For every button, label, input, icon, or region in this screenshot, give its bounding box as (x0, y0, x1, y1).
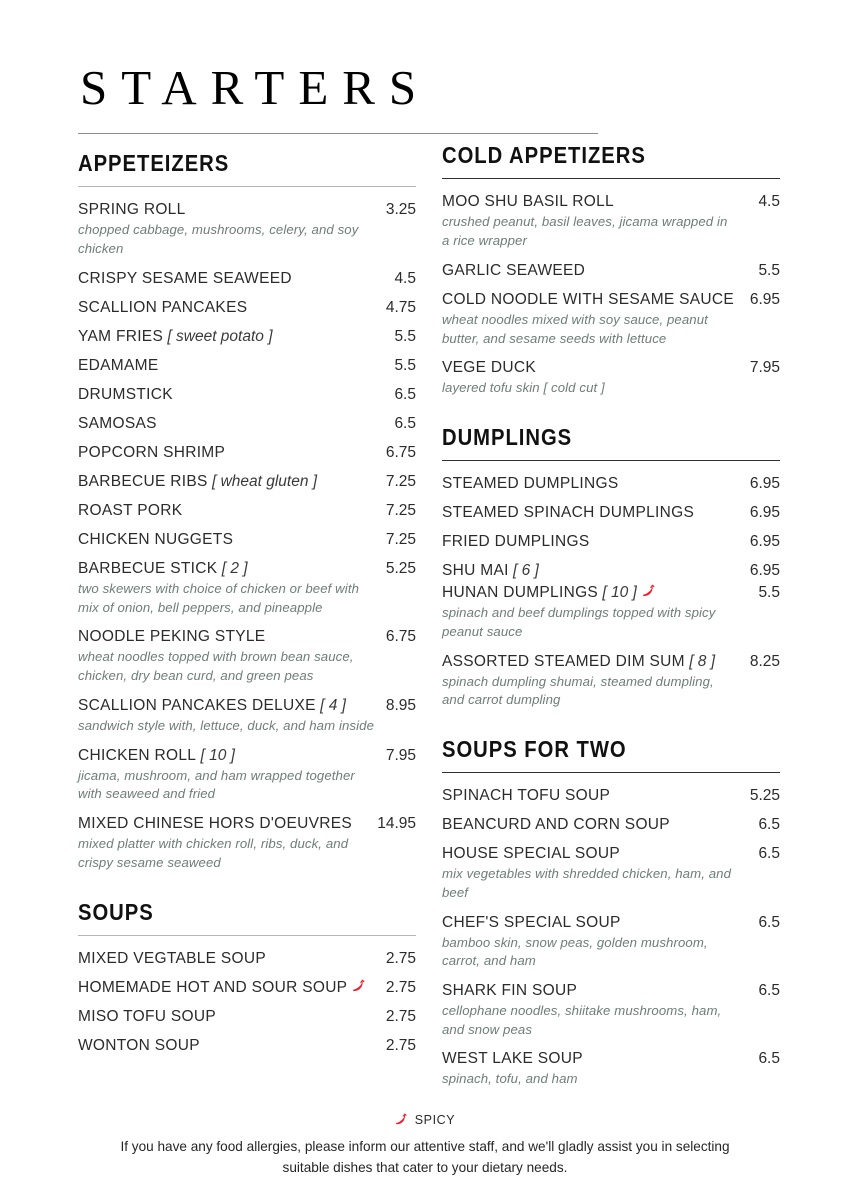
menu-item (442, 787, 780, 805)
menu-item-description: spinach and beef dumplings topped with spicy peanut sauce (442, 605, 716, 639)
menu-item-qualifier: [ sweet potato ] (163, 327, 273, 345)
menu-item-name: MIXED VEGTABLE SOUP (78, 949, 267, 967)
allergy-note: If you have any food allergies, please inform our attentive staff, and we'll gladly assist you in selecting suitable dishes that cater to your dietary needs. (120, 1139, 730, 1175)
menu-item (78, 560, 416, 617)
menu-item-qualifier: [ 4 ] (315, 696, 346, 714)
menu-item-price: 5.25 (385, 559, 416, 577)
menu-item-price: 6.95 (749, 562, 780, 580)
menu-item-name: HOMEMADE HOT AND SOUR SOUP (78, 979, 367, 997)
menu-masthead (78, 0, 772, 134)
menu-item-price: 6.5 (758, 1050, 780, 1068)
menu-item-description: sandwich style with, lettuce, duck, and ham inside (78, 717, 375, 733)
menu-item (442, 504, 780, 522)
menu-item-name: DRUMSTICK (78, 385, 173, 403)
menu-item-description: bamboo skin, snow peas, golden mushroom, carrot, and ham (442, 934, 708, 969)
menu-item-name: STEAMED DUMPLINGS (442, 475, 619, 493)
menu-item-price: 6.5 (758, 981, 780, 999)
menu-item-price: 2.75 (385, 1036, 416, 1054)
menu-item-row (442, 845, 780, 863)
menu-item (442, 982, 780, 1039)
menu-item-name: WONTON SOUP (78, 1036, 200, 1054)
menu-item-price: 5.5 (758, 584, 780, 602)
menu-item-name: HUNAN DUMPLINGS [ 10 ] (442, 584, 657, 602)
title-divider (78, 133, 598, 134)
menu-item-price: 7.25 (385, 501, 416, 519)
menu-item-row (78, 531, 416, 549)
menu-item (78, 697, 416, 736)
section-divider (78, 186, 416, 187)
menu-item (78, 1008, 416, 1026)
menu-item (442, 291, 780, 348)
menu-item-qualifier: [ 2 ] (217, 559, 248, 577)
menu-item (442, 262, 780, 280)
menu-item (442, 653, 780, 710)
menu-columns (78, 142, 780, 1100)
menu-item-price: 6.5 (758, 913, 780, 931)
menu-item-price: 7.25 (385, 530, 416, 548)
menu-item (78, 950, 416, 968)
menu-item-row (442, 787, 780, 805)
menu-item-row (78, 560, 416, 578)
menu-item (442, 533, 780, 551)
menu-item-row (442, 475, 780, 493)
menu-item (442, 562, 780, 580)
right-column (442, 142, 780, 1100)
menu-item-row (442, 982, 780, 1000)
menu-item (78, 415, 416, 433)
menu-item-name: POPCORN SHRIMP (78, 443, 226, 461)
section-divider (78, 935, 416, 936)
menu-item-row (442, 816, 780, 834)
menu-item-price: 6.5 (394, 414, 416, 432)
section-heading: DUMPLINGS (442, 424, 573, 451)
menu-item-row (78, 357, 416, 375)
menu-item-price: 7.95 (385, 746, 416, 764)
menu-item (78, 444, 416, 462)
menu-section (442, 142, 780, 398)
section-heading: SOUPS FOR TWO (442, 736, 627, 763)
menu-item-price: 5.25 (749, 787, 780, 805)
menu-item (78, 201, 416, 258)
menu-item-description: wheat noodles mixed with soy sauce, peanut butter, and sesame seeds with lettuce (442, 311, 708, 346)
menu-item-price: 2.75 (385, 949, 416, 967)
menu-item-description: jicama, mushroom, and ham wrapped together with seaweed and fried (78, 767, 355, 802)
menu-item (442, 359, 780, 398)
menu-item-name: SHARK FIN SOUP (442, 981, 578, 999)
menu-item-row (78, 328, 416, 346)
menu-item-row (442, 359, 780, 377)
menu-item-description: chopped cabbage, mushrooms, celery, and soy chicken (78, 222, 359, 257)
menu-item-price: 6.5 (758, 845, 780, 863)
menu-item-name: WEST LAKE SOUP (442, 1050, 583, 1068)
menu-item-row (78, 979, 416, 997)
menu-item (78, 299, 416, 317)
section-heading: APPETEIZERS (78, 150, 230, 177)
menu-item-name: MOO SHU BASIL ROLL (442, 193, 614, 211)
menu-item-row (442, 653, 780, 671)
menu-item-price: 5.5 (394, 356, 416, 374)
menu-item (78, 270, 416, 288)
menu-item-row (78, 386, 416, 404)
menu-item-price: 6.95 (749, 533, 780, 551)
section-items (442, 193, 780, 398)
menu-item-name: HOUSE SPECIAL SOUP (442, 845, 620, 863)
menu-item-name: BEANCURD AND CORN SOUP (442, 816, 670, 834)
menu-item-row (442, 193, 780, 211)
menu-item (78, 979, 416, 997)
menu-item-row (442, 291, 780, 309)
menu-item-description: layered tofu skin [ cold cut ] (442, 380, 605, 396)
section-divider (442, 772, 780, 773)
menu-item-price: 7.25 (385, 472, 416, 490)
menu-section (442, 736, 780, 1089)
menu-item-name: SPRING ROLL (78, 201, 186, 219)
menu-item-description: two skewers with choice of chicken or beef with mix of onion, bell peppers, and pineapple (78, 580, 360, 615)
menu-item (442, 914, 780, 971)
menu-item-description: mix vegetables with shredded chicken, ham, and beef (442, 866, 732, 900)
menu-item (78, 815, 416, 872)
menu-item-row (442, 1050, 780, 1068)
menu-item-name: GARLIC SEAWEED (442, 261, 586, 279)
menu-item (78, 328, 416, 346)
menu-item-row (78, 697, 416, 715)
section-heading: COLD APPETIZERS (442, 142, 646, 169)
menu-item-name: MISO TOFU SOUP (78, 1007, 216, 1025)
menu-item-name: ASSORTED STEAMED DIM SUM [ 8 ] (442, 652, 716, 670)
menu-item-price: 6.75 (385, 443, 416, 461)
menu-item-qualifier: [ 8 ] (684, 652, 716, 670)
menu-item-row (442, 914, 780, 932)
menu-item-name: SHU MAI [ 6 ] (442, 562, 539, 580)
section-divider (442, 178, 780, 179)
spicy-legend-label: SPICY (414, 1113, 456, 1128)
section-items (442, 475, 780, 710)
section-items (442, 787, 780, 1089)
section-heading: SOUPS (78, 898, 154, 925)
menu-item-name: EDAMAME (78, 356, 159, 374)
left-column (78, 150, 416, 1100)
menu-item-price: 7.95 (749, 359, 780, 377)
menu-item-row (78, 628, 416, 646)
menu-item-description: mixed platter with chicken roll, ribs, duck, and crispy sesame seaweed (78, 836, 349, 870)
menu-item-price: 4.75 (385, 298, 416, 316)
menu-item-name: BARBECUE STICK [ 2 ] (78, 559, 248, 577)
menu-item-description: cellophane noodles, shiitake mushrooms, ham, and snow peas (442, 1002, 722, 1037)
menu-item-name: CHICKEN ROLL [ 10 ] (78, 746, 235, 764)
menu-item-price: 4.5 (758, 193, 780, 211)
menu-item-description: crushed peanut, basil leaves, jicama wrapped in a rice wrapper (442, 214, 728, 249)
menu-item-row (78, 444, 416, 462)
menu-item-name: ROAST PORK (78, 501, 183, 519)
menu-item-qualifier: [ 10 ] (196, 746, 235, 764)
menu-item-row (78, 815, 416, 833)
menu-item-price: 14.95 (377, 815, 416, 833)
menu-item-description: wheat noodles topped with brown bean sauce, chicken, dry bean curd, and green peas (78, 649, 354, 684)
menu-item-qualifier: [ 10 ] (598, 584, 637, 602)
menu-item-price: 6.5 (394, 385, 416, 403)
menu-item-name: BARBECUE RIBS [ wheat gluten ] (78, 472, 318, 490)
menu-item (78, 747, 416, 804)
menu-item (78, 357, 416, 375)
menu-item-price: 8.95 (385, 696, 416, 714)
menu-item (78, 386, 416, 404)
menu-item-price: 5.5 (394, 327, 416, 345)
menu-item-row (442, 562, 780, 580)
menu-item-row (78, 473, 416, 491)
menu-item-price: 6.95 (749, 290, 780, 308)
menu-item-name: SCALLION PANCAKES DELUXE [ 4 ] (78, 696, 346, 714)
menu-footer (0, 1113, 850, 1178)
menu-item-price: 3.25 (385, 201, 416, 219)
menu-item-name: SCALLION PANCAKES (78, 298, 248, 316)
menu-section (78, 899, 416, 1055)
menu-item-row (78, 502, 416, 520)
menu-item-description: spinach, tofu, and ham (442, 1071, 578, 1087)
menu-item-name: CRISPY SESAME SEAWEED (78, 269, 292, 287)
menu-item-name: STEAMED SPINACH DUMPLINGS (442, 504, 695, 522)
chili-pepper-icon (642, 584, 657, 599)
menu-item-price: 4.5 (394, 269, 416, 287)
menu-item-row (78, 1008, 416, 1026)
menu-item-name: CHEF'S SPECIAL SOUP (442, 913, 621, 931)
menu-item-row (78, 201, 416, 219)
menu-item-row (78, 747, 416, 765)
menu-item-row (78, 950, 416, 968)
menu-item-description: spinach dumpling shumai, steamed dumpling, and carrot dumpling (442, 673, 714, 708)
menu-item-row (442, 504, 780, 522)
menu-item-row (442, 262, 780, 280)
menu-item-name: SAMOSAS (78, 414, 157, 432)
menu-item (78, 502, 416, 520)
menu-item-row (78, 415, 416, 433)
menu-item (442, 1050, 780, 1089)
menu-item-qualifier: [ 6 ] (508, 562, 539, 580)
menu-item (442, 193, 780, 250)
menu-item-price: 8.25 (749, 652, 780, 670)
menu-item-row (78, 1037, 416, 1055)
chili-pepper-icon (352, 979, 367, 994)
menu-item (442, 816, 780, 834)
menu-item-row (78, 270, 416, 288)
menu-item-price: 6.95 (749, 504, 780, 522)
menu-item-name: FRIED DUMPLINGS (442, 533, 590, 551)
menu-item-name: SPINACH TOFU SOUP (442, 787, 611, 805)
menu-item-price: 2.75 (385, 978, 416, 996)
menu-item-row (78, 299, 416, 317)
chili-pepper-icon (395, 1113, 409, 1127)
menu-section (442, 424, 780, 710)
menu-item (442, 845, 780, 902)
menu-item (78, 473, 416, 491)
menu-item-name: MIXED CHINESE HORS D'OEUVRES (78, 815, 353, 833)
menu-item (442, 584, 780, 641)
menu-item-price: 2.75 (385, 1007, 416, 1025)
menu-item-name: NOODLE PEKING STYLE (78, 628, 266, 646)
menu-item (78, 531, 416, 549)
menu-item (78, 1037, 416, 1055)
menu-item (78, 628, 416, 685)
menu-item-price: 6.5 (758, 816, 780, 834)
menu-item-price: 6.95 (749, 475, 780, 493)
section-items (78, 950, 416, 1055)
menu-item (442, 475, 780, 493)
menu-item-qualifier: [ wheat gluten ] (207, 472, 318, 490)
menu-item-row (442, 533, 780, 551)
menu-item-row (442, 584, 780, 602)
menu-item-name: YAM FRIES [ sweet potato ] (78, 327, 273, 345)
menu-item-price: 6.75 (385, 628, 416, 646)
menu-section (78, 150, 416, 872)
menu-item-name: VEGE DUCK (442, 359, 536, 377)
menu-item-name: COLD NOODLE WITH SESAME SAUCE (442, 290, 735, 308)
page-title: STARTERS (80, 60, 431, 115)
menu-item-name: CHICKEN NUGGETS (78, 530, 234, 548)
menu-item-price: 5.5 (758, 261, 780, 279)
section-divider (442, 460, 780, 461)
section-items (78, 201, 416, 872)
spicy-legend (0, 1113, 850, 1127)
